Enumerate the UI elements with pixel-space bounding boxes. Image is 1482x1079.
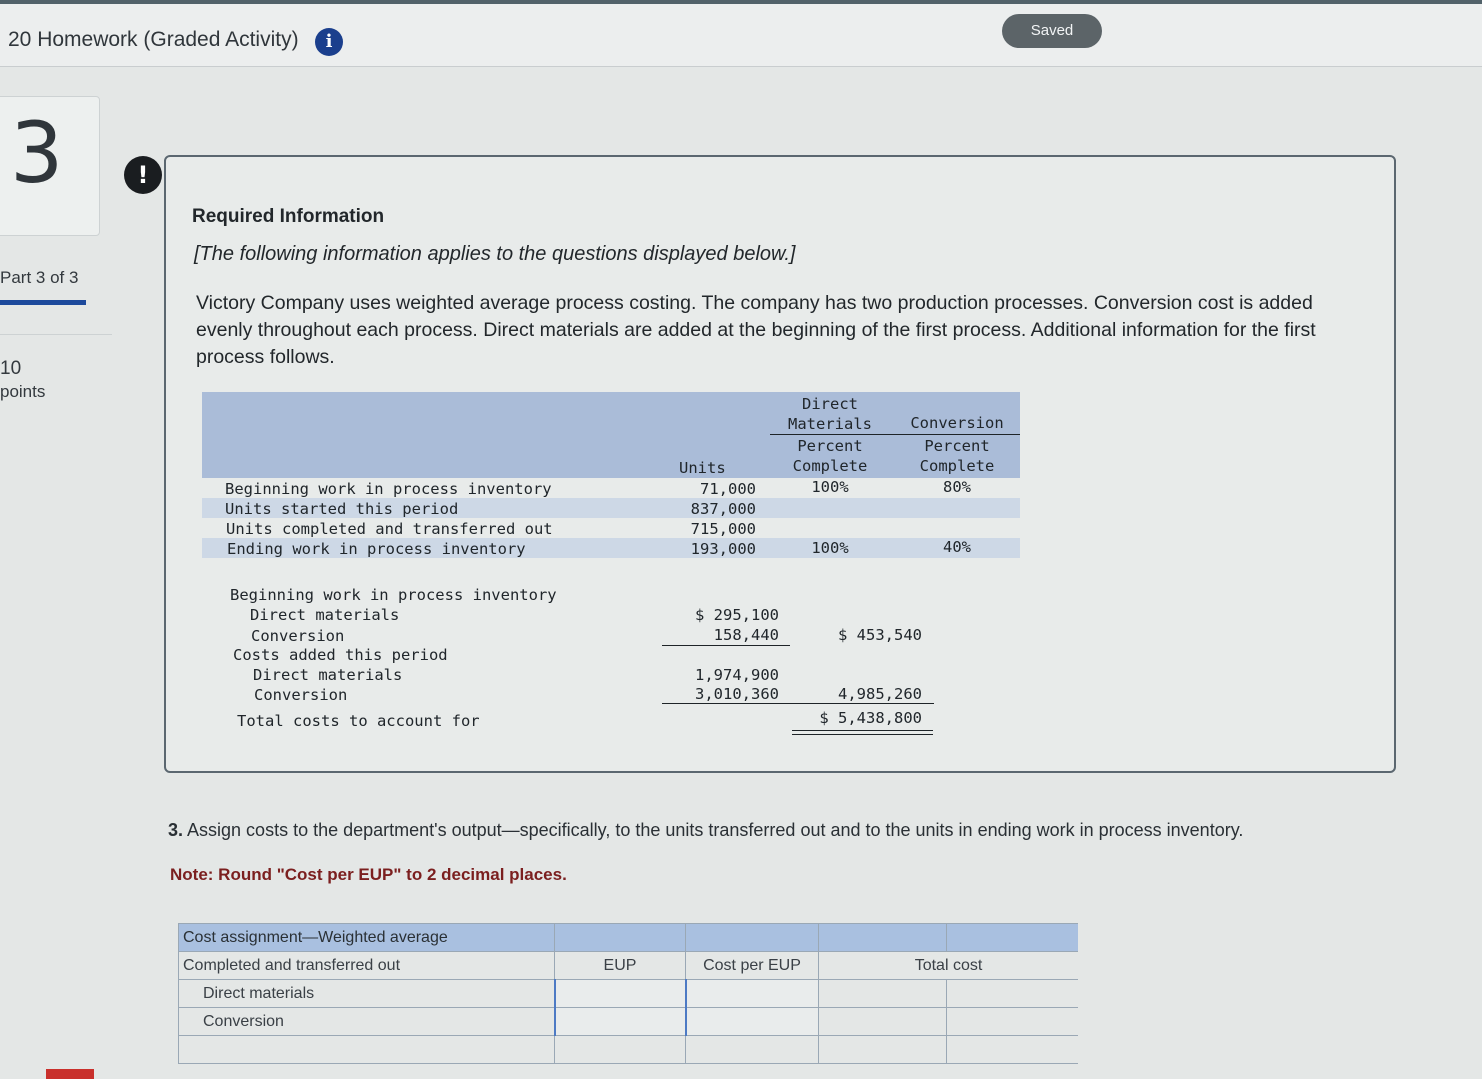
total-cost-cell (819, 1008, 947, 1036)
row-label-direct-materials: Direct materials (179, 980, 555, 1008)
dm-header-top: Direct (802, 395, 858, 413)
row-label: Beginning work in process inventory (225, 480, 552, 498)
table-header-row (179, 952, 1079, 980)
cost-added-dm-value: 1,974,900 (695, 666, 779, 684)
table-title: Cost assignment—Weighted average (179, 924, 555, 952)
cost-beg-total: $ 453,540 (838, 626, 922, 644)
col-eup: EUP (555, 952, 686, 980)
table-row (179, 1036, 1079, 1064)
header-rule (770, 434, 1020, 435)
table-title-row (179, 924, 1079, 952)
cost-per-eup-input-conversion[interactable] (686, 1008, 819, 1036)
row-units: 71,000 (700, 480, 756, 498)
subtotal-rule (662, 703, 934, 704)
row-units: 715,000 (690, 520, 756, 538)
cost-beg-label: Beginning work in process inventory (230, 586, 557, 604)
conv-percent-label: Percent (924, 437, 990, 455)
eup-input-direct-materials[interactable] (555, 980, 686, 1008)
question-number: 3 (10, 104, 64, 202)
bottom-tag (46, 1069, 94, 1079)
dm-percent-label: Percent (797, 437, 863, 455)
rounding-note: Note: Round "Cost per EUP" to 2 decimal places. (170, 865, 567, 884)
cost-added-conv-value: 3,010,360 (695, 685, 779, 703)
cost-beg-dm-value: $ 295,100 (695, 606, 779, 624)
subtotal-rule (662, 645, 790, 646)
total-double-rule (792, 734, 933, 735)
cost-added-dm-label: Direct materials (253, 666, 403, 684)
row-label: Units started this period (225, 500, 459, 518)
dm-complete-label: Complete (792, 457, 868, 475)
units-header: Units (679, 459, 726, 477)
required-info-title: Required Information (192, 206, 385, 227)
cost-added-total: 4,985,260 (838, 685, 922, 703)
row-label-conversion: Conversion (179, 1008, 555, 1036)
eup-input-conversion[interactable] (555, 1008, 686, 1036)
question-text: Assign costs to the department's output—specifically, to the units transferred out and to the units in ending work in process inventory. (187, 820, 1244, 840)
points-value: 10 (0, 358, 22, 379)
cost-assignment-table (178, 923, 1078, 1079)
cost-total-value: $ 5,438,800 (819, 709, 922, 727)
dm-header-materials: Materials (788, 415, 872, 433)
cost-added-conv-label: Conversion (254, 686, 348, 704)
row-dm-percent: 100% (811, 478, 849, 496)
total-cost-cell (947, 1008, 1079, 1036)
cost-added-label: Costs added this period (233, 646, 448, 664)
total-cost-cell (819, 980, 947, 1008)
info-icon[interactable]: i (315, 28, 343, 56)
sidebar-divider (0, 334, 112, 335)
total-double-rule (792, 730, 933, 731)
row-units: 193,000 (690, 540, 756, 558)
row-label: Units completed and transferred out (226, 520, 553, 538)
saved-status-badge: Saved (1002, 14, 1102, 48)
row-label: Ending work in process inventory (227, 540, 526, 558)
conv-header-top: Conversion (910, 414, 1004, 432)
conv-complete-label: Complete (919, 457, 995, 475)
required-info-body: Victory Company uses weighted average process costing. The company has two production processes. Conversion cost is added evenly throughout each process. Direct materials are added at the beginning of the first process. Additional information for the first process follows. (196, 292, 1316, 368)
cost-per-eup-input-direct-materials[interactable] (686, 980, 819, 1008)
alert-icon: ! (124, 156, 162, 194)
row-conv-percent: 40% (943, 538, 971, 556)
assignment-title: 20 Homework (Graded Activity) (8, 28, 299, 51)
cost-beg-conv-label: Conversion (251, 627, 345, 645)
cost-beg-dm-label: Direct materials (250, 606, 400, 624)
assignment-header (0, 4, 1482, 67)
row-dm-percent: 100% (811, 539, 849, 557)
required-info-subtitle: [The following information applies to the questions displayed below.] (194, 243, 796, 265)
col-cost-per-eup: Cost per EUP (686, 952, 819, 980)
points-label: points (0, 382, 46, 401)
table-row (179, 980, 1079, 1008)
section-label: Completed and transferred out (179, 952, 555, 980)
question-prompt (168, 818, 1348, 842)
part-progress-bar (0, 300, 86, 305)
question-number-label: 3. (168, 820, 184, 840)
row-conv-percent: 80% (943, 478, 971, 496)
cost-beg-conv-value: 158,440 (713, 626, 779, 644)
cost-total-label: Total costs to account for (237, 712, 480, 730)
part-label: Part 3 of 3 (0, 268, 79, 287)
table-row (179, 1008, 1079, 1036)
total-cost-cell (947, 980, 1079, 1008)
col-total-cost: Total cost (819, 952, 1079, 980)
row-units: 837,000 (690, 500, 756, 518)
